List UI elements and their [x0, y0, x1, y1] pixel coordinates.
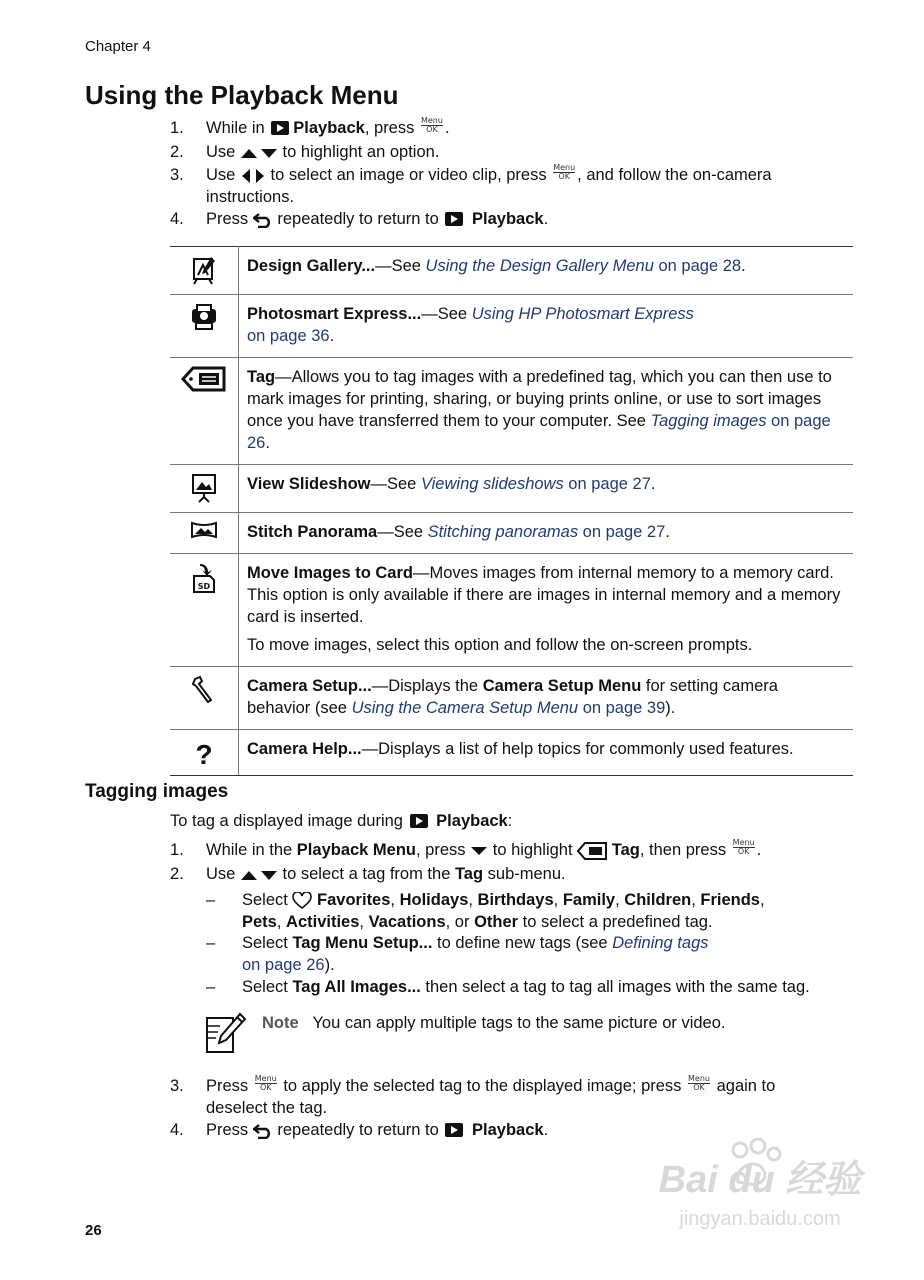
sd-card-icon: [190, 562, 218, 594]
down-arrow-icon: [470, 846, 488, 856]
note-pencil-icon: [204, 1012, 248, 1054]
link-viewing-slideshows[interactable]: Viewing slideshows: [420, 475, 564, 493]
note-text: You can apply multiple tags to the same picture or video.: [312, 1014, 726, 1032]
step-1: 1. While in Playback, press Menu OK .: [170, 116, 450, 137]
left-right-arrows-icon: [240, 168, 266, 184]
watermark: [650, 1158, 870, 1230]
watermark-brand: Bai du 经验: [658, 1159, 862, 1201]
link-defining-tags[interactable]: Defining tags: [612, 934, 709, 952]
table-row-panorama: Stitch Panorama—See Stitching panoramas on page 27.: [170, 513, 853, 554]
table-row-design-gallery: Design Gallery...—See Using the Design Gallery Menu on page 28.: [170, 247, 853, 295]
link-camera-setup-menu[interactable]: Using the Camera Setup Menu: [351, 699, 579, 717]
watermark-url: jingyan.baidu.com: [679, 1208, 841, 1230]
step-2: 2. Use to highlight an option.: [170, 143, 440, 161]
step-4: 4. Press repeatedly to return to Playback.: [170, 210, 549, 228]
tag-icon: [181, 366, 227, 392]
back-arrow-icon: [253, 212, 273, 228]
back-arrow-icon: [253, 1123, 273, 1139]
menu-ok-icon: Menu OK: [553, 163, 576, 181]
slideshow-icon: [191, 473, 217, 503]
menu-ok-icon: Menu OK: [420, 116, 443, 134]
tag-step-2: 2. Use to select a tag from the Tag sub-menu.: [170, 865, 566, 883]
table-row-photosmart: Photosmart Express...—See Using HP Photosmart Express on page 36.: [170, 295, 853, 358]
menu-ok-icon: Menu OK: [688, 1074, 710, 1092]
tag-icon: [577, 842, 607, 860]
note-label: Note: [262, 1014, 299, 1032]
table-row-move-images: SD Move Images to Card—Moves images from internal memory to a memory card. This option is only available if there are images in internal memory and a memory card is inserted. To move images, select this option and follow the on-screen prompts.: [170, 554, 853, 667]
section-heading-tagging: Tagging images: [85, 781, 229, 802]
page-title: Using the Playback Menu: [85, 80, 399, 110]
up-down-arrows-icon: [240, 147, 278, 159]
link-photosmart-express[interactable]: Using HP Photosmart Express: [471, 305, 694, 323]
table-row-tag: Tag—Allows you to tag images with a predefined tag, which you can then use to mark images for printing, sharing, or buying prints online, or use to sort images once you have transferred them to your computer. See Tagging images on page 26.: [170, 358, 853, 465]
table-row-slideshow: View Slideshow—See Viewing slideshows on page 27.: [170, 465, 853, 513]
svg-text:SD: SD: [197, 582, 211, 591]
chapter-label: Chapter 4: [85, 38, 151, 55]
link-design-gallery[interactable]: Using the Design Gallery Menu: [425, 257, 654, 275]
table-row-camera-setup: Camera Setup...—Displays the Camera Setup Menu for setting camera behavior (see Using the Camera Setup Menu on page 39).: [170, 667, 853, 730]
page-number: 26: [85, 1222, 102, 1239]
playback-icon: [410, 814, 428, 828]
menu-ok-icon: Menu OK: [254, 1074, 277, 1092]
step-3: 3. Use to select an image or video clip, press Menu OK , and follow the on-camera instructions.: [170, 163, 772, 206]
playback-menu-table: [170, 246, 853, 776]
help-icon: [192, 738, 216, 768]
link-stitching-panoramas[interactable]: Stitching panoramas: [427, 523, 579, 541]
photosmart-express-icon: [190, 303, 218, 331]
panorama-icon: [190, 521, 218, 539]
menu-ok-icon: Menu OK: [732, 838, 755, 856]
tag-step-1: 1. While in the Playback Menu, press to highlight Tag, then press Menu OK .: [170, 838, 762, 859]
link-tagging-images[interactable]: Tagging images: [650, 412, 767, 430]
tag-step-3: 3. Press Menu OK to apply the selected tag to the displayed image; press Menu OK again to deselect the tag.: [170, 1074, 776, 1117]
design-gallery-icon: [191, 255, 217, 285]
heart-icon: [292, 892, 312, 910]
playback-icon: [271, 121, 289, 135]
table-row-camera-help: ? Camera Help...—Displays a list of help topics for commonly used features.: [170, 730, 853, 776]
wrench-icon: [191, 675, 217, 705]
playback-icon: [445, 212, 463, 226]
svg-text:?: ?: [195, 739, 213, 768]
tagging-intro: To tag a displayed image during Playback:: [170, 812, 513, 830]
tag-step-4: 4. Press repeatedly to return to Playback.: [170, 1121, 549, 1139]
playback-icon: [445, 1123, 463, 1137]
up-down-arrows-icon: [240, 869, 278, 881]
